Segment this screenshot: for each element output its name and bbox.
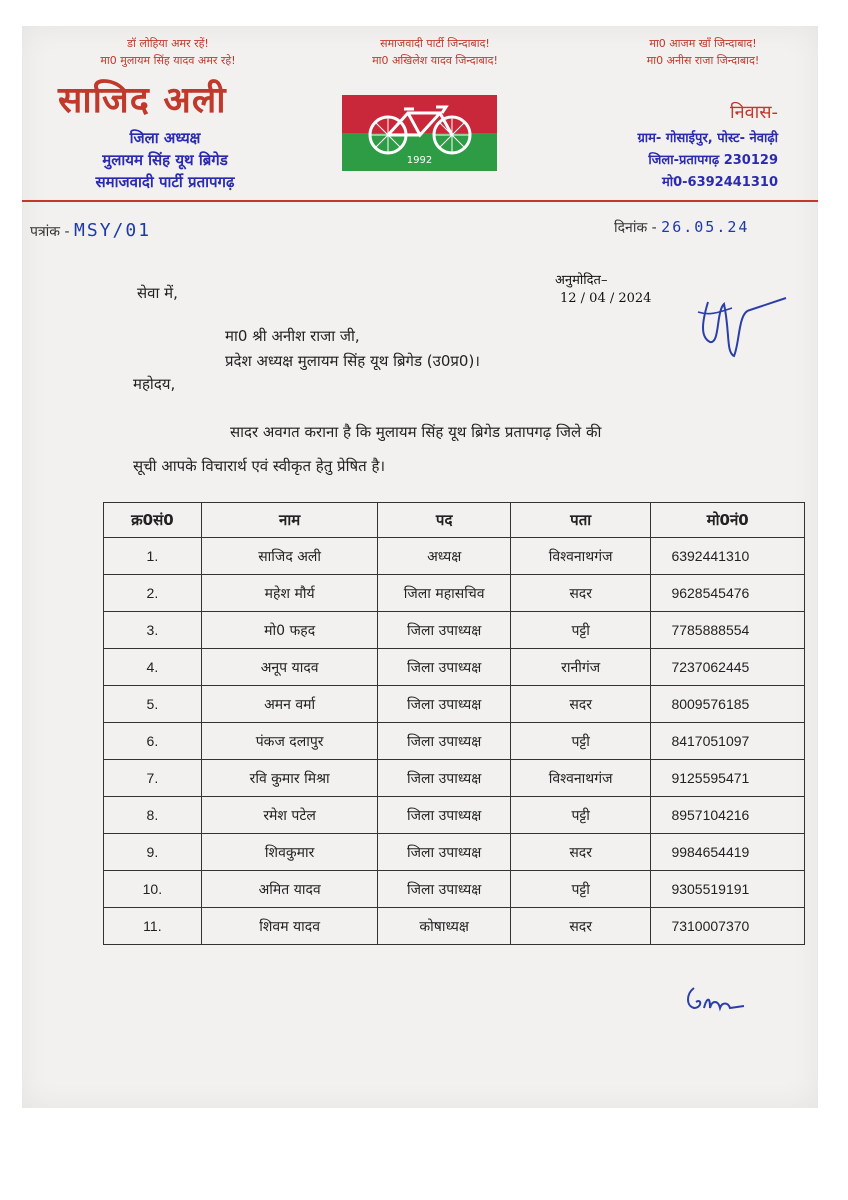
table-row <box>104 686 805 723</box>
cell-name: अमित यादव <box>201 871 378 908</box>
cell-name: महेश मौर्य <box>201 575 378 612</box>
cell-serial: 4. <box>104 649 202 686</box>
cell-mobile: 9305519191 <box>651 871 805 908</box>
header-address: पता <box>510 503 651 538</box>
cell-post: जिला उपाध्यक्ष <box>378 612 510 649</box>
cell-serial: 2. <box>104 575 202 612</box>
cell-name: शिवम यादव <box>201 908 378 945</box>
cell-serial: 8. <box>104 797 202 834</box>
residence-label: निवास- <box>730 102 778 123</box>
cell-post: जिला उपाध्यक्ष <box>378 871 510 908</box>
table-row <box>104 723 805 760</box>
table-row <box>104 871 805 908</box>
address-phone: मो0-6392441310 <box>661 175 778 190</box>
cell-address: विश्वनाथगंज <box>510 760 651 797</box>
approved-label: अनुमोदित– <box>555 273 608 288</box>
cell-mobile: 7310007370 <box>651 908 805 945</box>
cell-mobile: 6392441310 <box>651 538 805 575</box>
ref-value: MSY/01 <box>74 220 152 241</box>
letterhead-name: साजिद अली <box>58 80 227 121</box>
table-row <box>104 834 805 871</box>
cell-mobile: 7785888554 <box>651 612 805 649</box>
table-row <box>104 612 805 649</box>
cell-name: शिवकुमार <box>201 834 378 871</box>
table-row <box>104 797 805 834</box>
cell-name: मो0 फहद <box>201 612 378 649</box>
header-post: पद <box>378 503 510 538</box>
cell-address: पट्टी <box>510 871 651 908</box>
cell-address: विश्वनाथगंज <box>510 538 651 575</box>
body-line-2: सूची आपके विचारार्थ एवं स्वीकृत हेतु प्रेषित है। <box>133 457 386 475</box>
slogan-right-2: मा0 अनीस राजा जिन्दाबाद! <box>646 54 760 67</box>
header-serial: क्र0सं0 <box>104 503 202 538</box>
cell-address: पट्टी <box>510 797 651 834</box>
cell-mobile: 8009576185 <box>651 686 805 723</box>
cell-serial: 3. <box>104 612 202 649</box>
header-divider <box>22 200 818 202</box>
header-name: नाम <box>201 503 378 538</box>
sender-signature-icon <box>680 980 750 1020</box>
table-row <box>104 760 805 797</box>
cell-address: पट्टी <box>510 612 651 649</box>
cell-address: सदर <box>510 575 651 612</box>
cell-serial: 11. <box>104 908 202 945</box>
cell-address: रानीगंज <box>510 649 651 686</box>
cell-serial: 7. <box>104 760 202 797</box>
cell-name: साजिद अली <box>201 538 378 575</box>
table-row <box>104 538 805 575</box>
cell-address: सदर <box>510 834 651 871</box>
cell-post: अध्यक्ष <box>378 538 510 575</box>
cell-mobile: 9628545476 <box>651 575 805 612</box>
cell-address: पट्टी <box>510 723 651 760</box>
slogan-center-1: समाजवादी पार्टी जिन्दाबाद! <box>380 37 490 50</box>
designation-1: जिला अध्यक्ष <box>129 129 201 147</box>
cell-serial: 5. <box>104 686 202 723</box>
cell-post: जिला उपाध्यक्ष <box>378 686 510 723</box>
cell-serial: 9. <box>104 834 202 871</box>
cell-name: अनूप यादव <box>201 649 378 686</box>
salutation: महोदय, <box>133 375 176 393</box>
cell-serial: 10. <box>104 871 202 908</box>
cell-serial: 6. <box>104 723 202 760</box>
to-line: सेवा में, <box>137 284 178 302</box>
cell-mobile: 9125595471 <box>651 760 805 797</box>
slogan-center-2: मा0 अखिलेश यादव जिन्दाबाद! <box>372 54 498 67</box>
cell-name: रमेश पटेल <box>201 797 378 834</box>
table-row <box>104 649 805 686</box>
slogan-left-2: मा0 मुलायम सिंह यादव अमर रहे! <box>100 54 236 67</box>
cell-post: जिला उपाध्यक्ष <box>378 797 510 834</box>
cell-name: पंकज दलापुर <box>201 723 378 760</box>
address-line-1: ग्राम- गोसाईपुर, पोस्ट- नेवाढ़ी <box>637 131 778 146</box>
cell-post: जिला उपाध्यक्ष <box>378 723 510 760</box>
cell-mobile: 8417051097 <box>651 723 805 760</box>
cell-post: जिला महासचिव <box>378 575 510 612</box>
member-table <box>103 502 805 945</box>
ref-line <box>30 220 151 241</box>
flag-year: 1992 <box>406 155 433 166</box>
table-row <box>104 575 805 612</box>
slogan-left-1: डॉ लोहिया अमर रहें! <box>127 37 209 50</box>
recipient-line-1: मा0 श्री अनीश राजा जी, <box>225 327 360 345</box>
approved-date: 12 / 04 / 2024 <box>560 291 652 306</box>
cell-name: रवि कुमार मिश्रा <box>201 760 378 797</box>
cell-mobile: 8957104216 <box>651 797 805 834</box>
table-row <box>104 908 805 945</box>
cell-mobile: 9984654419 <box>651 834 805 871</box>
recipient-line-2: प्रदेश अध्यक्ष मुलायम सिंह यूथ ब्रिगेड (उ0प्र0)। <box>225 352 480 370</box>
body-line-1: सादर अवगत कराना है कि मुलायम सिंह यूथ ब्रिगेड प्रतापगढ़ जिले की <box>230 423 602 441</box>
cell-post: जिला उपाध्यक्ष <box>378 834 510 871</box>
cell-post: जिला उपाध्यक्ष <box>378 760 510 797</box>
header-mobile: मो0नं0 <box>651 503 805 538</box>
cell-serial: 1. <box>104 538 202 575</box>
date-value: 26.05.24 <box>661 218 750 236</box>
approval-signature-icon <box>690 282 790 362</box>
designation-2: मुलायम सिंह यूथ ब्रिगेड <box>102 151 228 169</box>
party-flag <box>342 95 497 171</box>
designation-3: समाजवादी पार्टी प्रतापगढ़ <box>95 173 235 191</box>
cell-mobile: 7237062445 <box>651 649 805 686</box>
cell-address: सदर <box>510 908 651 945</box>
ref-label: पत्रांक - <box>30 224 70 240</box>
cell-address: सदर <box>510 686 651 723</box>
table-header-row <box>104 503 805 538</box>
bicycle-icon <box>364 101 476 157</box>
address-line-2: जिला-प्रतापगढ़ 230129 <box>648 153 778 168</box>
cell-post: कोषाध्यक्ष <box>378 908 510 945</box>
slogan-right-1: मा0 आजम खाँ जिन्दाबाद! <box>649 37 757 50</box>
date-line <box>614 218 749 237</box>
cell-post: जिला उपाध्यक्ष <box>378 649 510 686</box>
date-label: दिनांक - <box>614 220 657 236</box>
cell-name: अमन वर्मा <box>201 686 378 723</box>
